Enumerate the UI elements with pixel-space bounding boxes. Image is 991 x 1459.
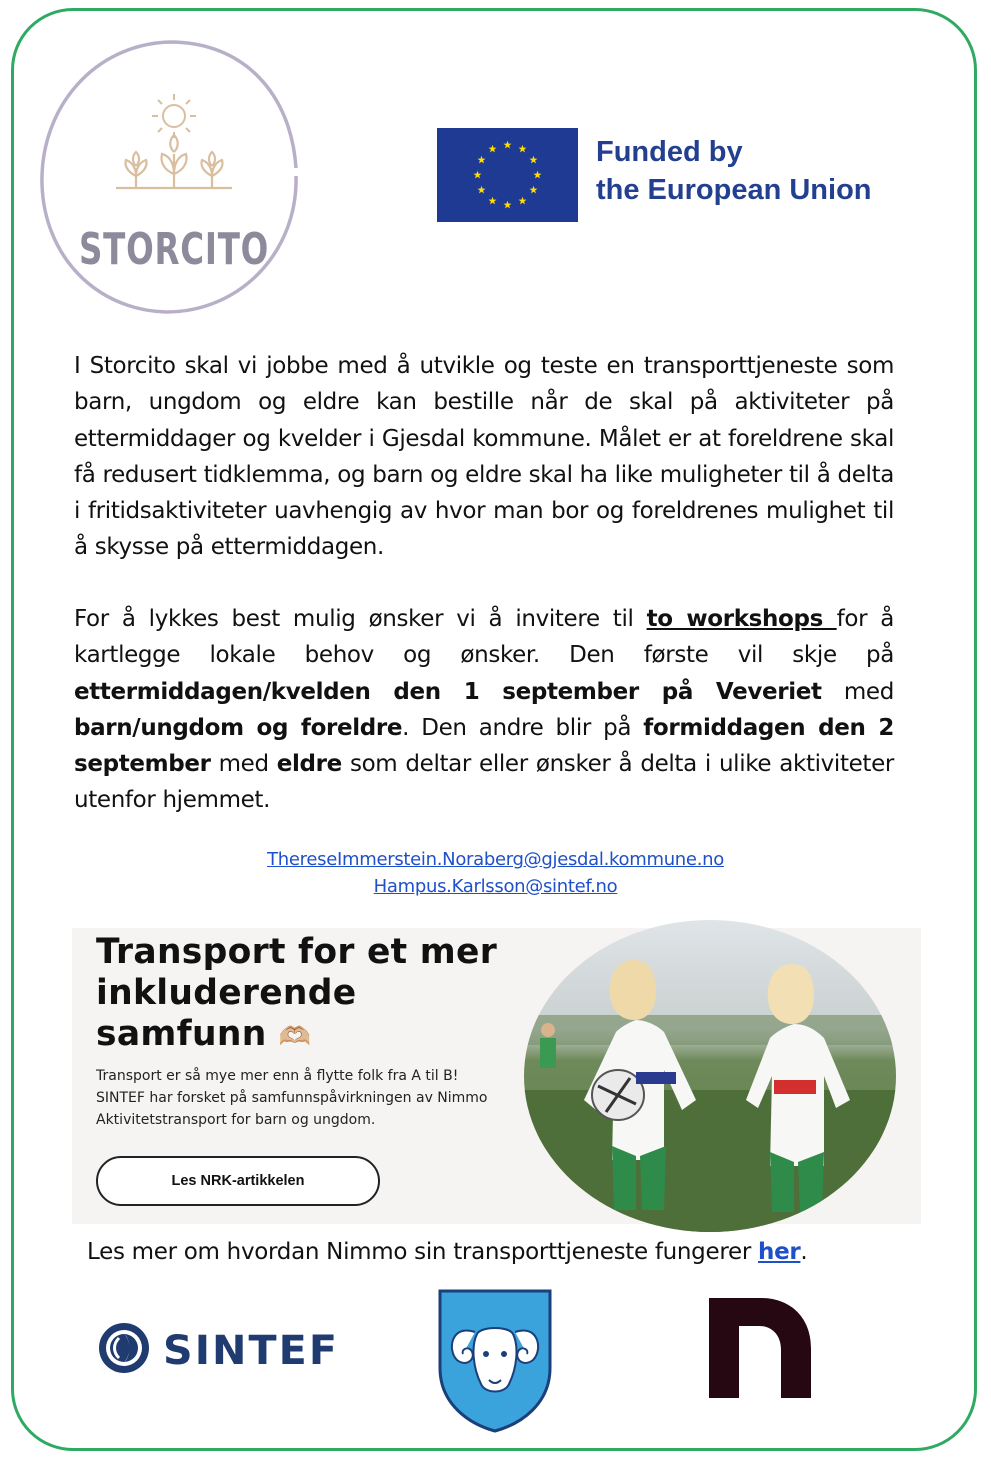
second-workshop-when: formiddagen den 2 september xyxy=(74,714,894,778)
nrk-article-banner xyxy=(72,928,921,1224)
invite-paragraph xyxy=(74,601,894,819)
read-nrk-article-button[interactable]: Les NRK-artikkelen xyxy=(96,1156,380,1206)
gjesdal-coat-of-arms-icon xyxy=(437,1288,553,1434)
heart-hands-icon: 🫶🏼 xyxy=(278,1022,312,1052)
invite-text-3: med xyxy=(821,678,894,705)
invite-text-1: For å lykkes best mulig ønsker vi å invitere til xyxy=(74,606,647,632)
banner-title-line-2: inkluderende xyxy=(96,973,357,1013)
sintef-logo xyxy=(97,1320,342,1376)
eu-line-1: Funded by xyxy=(596,136,743,168)
eu-funding-label xyxy=(596,133,872,209)
storcito-logo xyxy=(36,36,304,318)
email-link-sintef[interactable]: Hampus.Karlsson@sintef.no xyxy=(373,876,618,897)
read-more-link[interactable]: her xyxy=(758,1239,801,1265)
invite-text-2: for å kartlegge lokale behov og ønsker. Den første vil skje på xyxy=(74,606,894,669)
first-workshop-when: ettermiddagen/kvelden den 1 september på Veveriet xyxy=(74,678,822,705)
read-more-line xyxy=(87,1236,807,1268)
contact-emails xyxy=(0,846,991,900)
banner-desc-line-2: SINTEF har forsket på samfunnspåvirkningen av Nimmo xyxy=(96,1090,488,1106)
nimmo-logo-icon xyxy=(709,1298,813,1398)
invite-text-4: . Den andre blir på xyxy=(402,714,644,741)
intro-paragraph: I Storcito skal vi jobbe med å utvikle og teste en transporttjeneste som barn, ungdom og eldre kan bestille når de skal på aktiviteter på ettermiddager og kvelder i Gjesdal kommune. Målet er at foreldrene skal få redusert tidklemma, og barn og eldre skal ha like muligheter til å delta i fritidsaktiviteter uavhengig av hvor man bor og foreldrenes mulighet til å skysse på ettermiddagen. xyxy=(74,353,894,561)
eu-line-2: the European Union xyxy=(596,174,872,206)
banner-description xyxy=(96,1065,516,1131)
email-link-gjesdal[interactable]: ThereseImmerstein.Noraberg@gjesdal.kommune.no xyxy=(267,849,724,870)
second-workshop-who: eldre xyxy=(276,751,342,778)
read-more-end: . xyxy=(800,1239,808,1265)
first-workshop-who: barn/ungdom og foreldre xyxy=(74,714,403,741)
storcito-wordmark: STORCITO xyxy=(79,224,269,275)
invite-text-6: som deltar eller ønsker å delta i ulike aktiviteter utenfor hjemmet. xyxy=(74,751,894,814)
invite-text-5: med xyxy=(210,751,277,778)
banner-desc-line-1: Transport er så mye mer enn å flytte folk fra A til B! xyxy=(96,1068,459,1084)
banner-title xyxy=(96,932,497,1058)
banner-desc-line-3: Aktivitetstransport for barn og ungdom. xyxy=(96,1112,376,1128)
banner-title-line-3: samfunn xyxy=(96,1014,267,1054)
banner-title-line-1: Transport for et mer xyxy=(96,932,498,972)
workshops-emphasis: to workshops xyxy=(646,606,837,632)
sintef-wordmark: SINTEF xyxy=(163,1328,339,1374)
read-more-text: Les mer om hvordan Nimmo sin transporttjeneste fungerer xyxy=(87,1239,758,1265)
football-girls-photo xyxy=(524,920,897,1232)
eu-flag-icon xyxy=(437,128,578,222)
